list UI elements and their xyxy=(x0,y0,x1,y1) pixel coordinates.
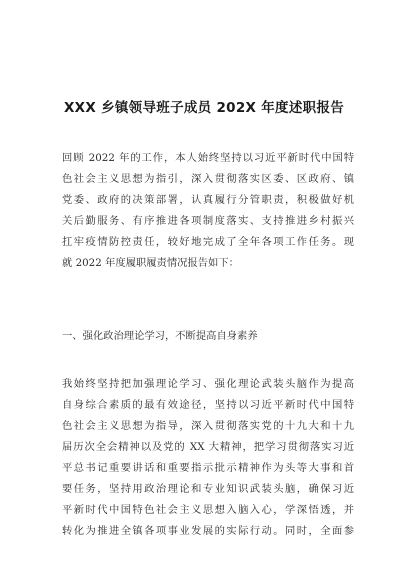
intro-line: 扛牢疫情防控责任，较好地完成了全年各项工作任务。现 xyxy=(62,236,354,248)
intro-line: 色社会主义思想为指引，深入贯彻落实区委、区政府、镇 xyxy=(62,173,354,185)
section-line: 我始终坚持把加强理论学习、强化理论武装头脑作为提高 xyxy=(62,378,354,390)
section-line: 届历次全会精神以及党的 XX 大精神，把学习贯彻落实习近 xyxy=(62,441,354,453)
section-line: 转化为推进全镇各项事业发展的实际行动。同时，全面参 xyxy=(62,525,354,537)
section-paragraph xyxy=(62,374,354,542)
section-heading: 一、强化政治理论学习，不断提高自身素养 xyxy=(62,330,258,342)
section-line: 平总书记重要讲话和重要指示批示精神作为头等大事和首 xyxy=(62,462,354,474)
intro-line: 回顾 2022 年的工作，本人始终坚持以习近平新时代中国特 xyxy=(62,152,354,164)
intro-paragraph xyxy=(62,148,354,274)
section-line: 要任务，坚持用政治理论和专业知识武装头脑，确保习近 xyxy=(62,483,354,495)
section-line: 平新时代中国特色社会主义思想入脑入心，学深悟透，并 xyxy=(62,504,354,516)
section-line: 自身综合素质的最有效途径，坚持以习近平新时代中国特 xyxy=(62,399,354,411)
document-title: XXX 乡镇领导班子成员 202X 年度述职报告 xyxy=(63,100,345,116)
intro-line: 关后勤服务、有序推进各项制度落实、支持推进乡村振兴 xyxy=(62,215,354,227)
intro-line: 党委、政府的决策部署，认真履行分管职责，积极做好机 xyxy=(62,194,354,206)
section-line: 色社会主义思想为指导，深入贯彻落实党的十九大和十九 xyxy=(62,420,354,432)
intro-line: 就 2022 年度履职履责情况报告如下： xyxy=(62,257,239,269)
